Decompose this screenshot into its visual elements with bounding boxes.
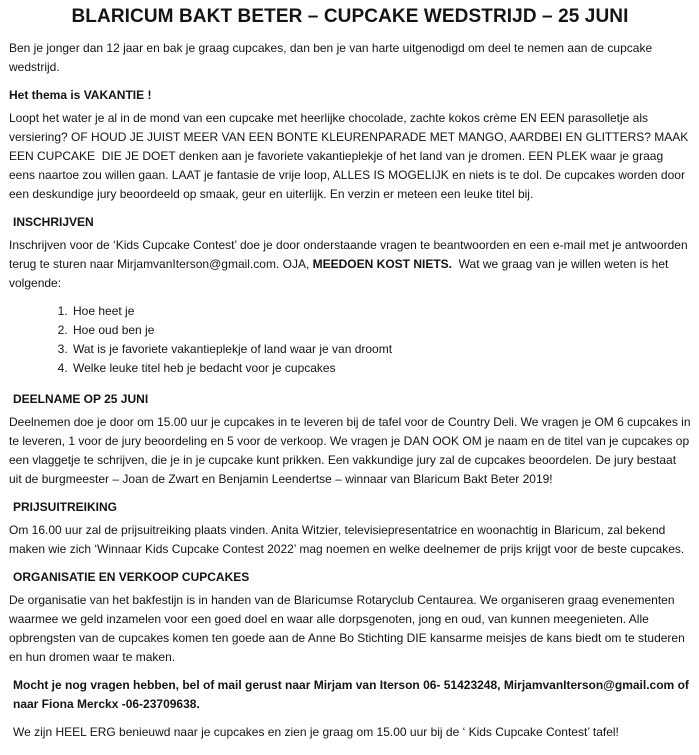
- paragraph: [9, 39, 691, 77]
- document-title: BLARICUM BAKT BETER – CUPCAKE WEDSTRIJD – 25 JUNI: [71, 6, 629, 27]
- text-run: De organisatie van het bakfestijn is in handen van de Blaricumse Rotaryclub Centaurea. We organiseren graag evenementen waarmee we geld inzamelen voor een goed doel en waar alle dorpsgenoten, jong en oud, van kunnen meegenieten. Alle opbrengsten van de cupcakes komen ten goede aan de Anne Bo Stichting DIE kansarme meisjes de kans biedt om te studeren en hun dromen waar te maken.: [9, 593, 689, 664]
- section-heading: Het thema is VAKANTIE !: [9, 88, 152, 102]
- paragraph: [9, 676, 691, 714]
- list-item: 2. Hoe oud ben je: [71, 321, 691, 340]
- document-body: [9, 39, 694, 742]
- text-run: Inschrijven voor de ‘Kids Cupcake Contest’ doe je door onderstaande vragen te beantwoorden en een e-mail met je antwoorden terug te sturen naar MirjamvanIterson@gmail.com. OJA,: [9, 238, 691, 271]
- bold-text-run: MEEDOEN KOST NIETS.: [312, 257, 452, 271]
- text-run: Wat we graag van je willen weten is het volgende:: [9, 257, 672, 290]
- paragraph: [9, 521, 691, 559]
- paragraph: [9, 109, 691, 204]
- paragraph: [9, 591, 691, 667]
- question-list: [9, 302, 691, 378]
- text-run: Loopt het water je al in de mond van een cupcake met heerlijke chocolade, zachte kokos crème EN EEN parasolletje als versiering? OF HOUD JE JUIST MEER VAN EEN BONTE KLEURENPARADE MET MANGO, AARDBEI EN GLITTERS? MAAK EEN CUPCAKE DIE JE DOET denken aan je favoriete vakantieplekje of het land van je dromen. EEN PLEK waar je graag eens naartoe zou willen gaan. LAAT je fantasie de vrije loop, ALLES IS MOGELIJK en niets is te dol. De cupcakes worden door een deskundige jury beoordeeld op smaak, geur en uiterlijk. En verzin er meteen een leuke titel bij.: [9, 111, 692, 201]
- text-run: We zijn HEEL ERG benieuwd naar je cupcakes en zien je graag om 15.00 uur bij de ‘ Kids Cupcake Contest’ tafel!: [13, 725, 619, 739]
- paragraph: [9, 236, 691, 293]
- section-heading: ORGANISATIE EN VERKOOP CUPCAKES: [13, 570, 250, 584]
- text-run: Om 16.00 uur zal de prijsuitreiking plaats vinden. Anita Witzier, televisiepresentatrice en woonachtig in Blaricum, zal bekend maken wie zich ‘Winnaar Kids Cupcake Contest 2022’ mag noemen en welke deelnemer de prijs krijgt voor de beste cupcakes.: [9, 523, 685, 556]
- section-heading: INSCHRIJVEN: [13, 215, 94, 229]
- list-item: 3. Wat is je favoriete vakantieplekje of land waar je van droomt: [71, 340, 691, 359]
- paragraph: [9, 723, 691, 742]
- section-heading: DEELNAME OP 25 JUNI: [13, 392, 149, 406]
- list-item: 4. Welke leuke titel heb je bedacht voor je cupcakes: [71, 359, 691, 378]
- paragraph: [9, 413, 694, 489]
- section-heading: PRIJSUITREIKING: [13, 500, 118, 514]
- text-run: Ben je jonger dan 12 jaar en bak je graag cupcakes, dan ben je van harte uitgenodigd om deel te nemen aan de cupcake wedstrijd.: [9, 41, 656, 74]
- bold-text-run: Mocht je nog vragen hebben, bel of mail gerust naar Mirjam van Iterson 06- 51423248, MirjamvanIterson@gmail.com of naar Fiona Merckx -06-23709638.: [13, 678, 693, 711]
- text-run: Deelnemen doe je door om 15.00 uur je cupcakes in te leveren bij de tafel voor de Country Deli. We vragen je OM 6 cupcakes in te leveren, 1 voor de jury beoordeling en 5 voor de verkoop. We vragen je DAN OOK OM je naam en de titel van je cupcakes op een vlaggetje te schrijven, die je in je cupcake kunt prikken. Een vakkundige jury zal de cupcakes beoordelen. De jury bestaat uit de burgmeester – Joan de Zwart en Benjamin Leendertse – winnaar van Blaricum Bakt Beter 2019!: [9, 415, 694, 486]
- list-item: 1. Hoe heet je: [71, 302, 691, 321]
